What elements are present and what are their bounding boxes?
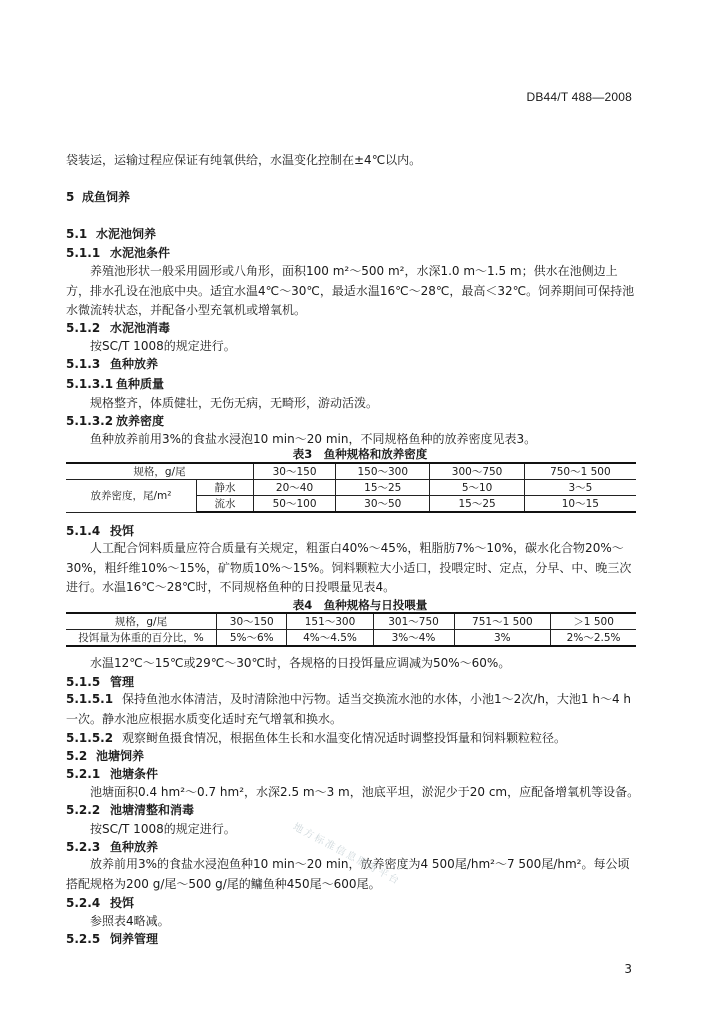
section-title: 鱼种放养: [110, 840, 159, 854]
section-title: 池塘清整和消毒: [110, 803, 195, 817]
table-3-caption: 表3 鱼种规格和放养密度: [292, 447, 428, 461]
table-cell: 2%～2.5%: [551, 630, 636, 647]
table-header-cell: 30～150: [217, 613, 287, 630]
section-5-1-3-heading: [66, 356, 158, 372]
paragraph-5-2-1: 池塘面积0.4 hm²～0.7 hm²，水深2.5 m～3 m，池底平坦，淤泥少于20 cm，应配备增氧机等设备。: [90, 785, 640, 799]
section-number: 5.1.4: [66, 524, 101, 538]
section-5-1-3-1-heading: [66, 376, 164, 392]
paragraph-5-1-4: [66, 539, 636, 598]
table-4: [66, 612, 636, 647]
table-row-label: 放养密度，尾/m²: [66, 480, 197, 513]
section-5-2-3-heading: [66, 839, 158, 855]
section-title: 饲养管理: [110, 932, 159, 946]
table-header-cell: 30～150: [254, 463, 336, 480]
paragraph-5-2-4: 参照表4略减。: [90, 914, 170, 928]
table-header-cell: 750～1 500: [524, 463, 636, 480]
section-number: 5.1.3.2: [66, 414, 114, 428]
table-header-row: [66, 613, 636, 630]
table-cell: 3%: [454, 630, 551, 647]
section-number: 5.1.2: [66, 321, 101, 335]
table-header-cell: 301～750: [373, 613, 454, 630]
paragraph-5-1-3-1: 规格整齐，体质健壮，无伤无病，无畸形，游动活泼。: [90, 396, 379, 410]
table-4-caption: 表4 鱼种规格与日投喂量: [292, 598, 428, 612]
table-header-row: [66, 463, 636, 480]
section-number: 5.2.1: [66, 767, 101, 781]
table-header-cell: ＞1 500: [551, 613, 636, 630]
paragraph-5-1-2: 按SC/T 1008的规定进行。: [90, 339, 236, 353]
watermark: 地方标准信息服务平台: [290, 821, 403, 888]
paragraph-text: 人工配合饲料质量应符合质量有关规定，粗蛋白40%～45%，粗脂肪7%～10%，碳水化合物20%～30%，粗纤维10%～15%，矿物质10%～15%。饲料颗粒大小适口，投喂定时、定点，分早、中、晚三次进行。水温16℃～28℃时，不同规格鱼种的日投喂量见表4。: [66, 541, 632, 594]
continuation-text: 袋装运，运输过程应保证有纯氧供给，水温变化控制在±4℃以内。: [66, 153, 422, 167]
paragraph-5-2-2: 按SC/T 1008的规定进行。: [90, 822, 236, 836]
table-3: [66, 462, 636, 513]
section-title: 管理: [110, 675, 135, 689]
table-cell: 3%～4%: [373, 630, 454, 647]
table-header-cell: 751～1 500: [454, 613, 551, 630]
table-sub-label: 静水: [197, 480, 254, 496]
section-number: 5.1.5.2: [66, 731, 114, 745]
section-number: 5.2.3: [66, 840, 101, 854]
section-5-2-4-heading: [66, 895, 134, 911]
section-title: 鱼种质量: [116, 377, 165, 391]
page-number: 3: [624, 962, 632, 976]
section-5-1-1-heading: [66, 245, 170, 261]
table-cell: 50～100: [254, 496, 336, 513]
section-number: 5.1.1: [66, 246, 101, 260]
table-row-label: 投饵量为体重的百分比，%: [66, 630, 217, 647]
section-number: 5.2.5: [66, 932, 101, 946]
table-header-cell: 150～300: [336, 463, 430, 480]
table-header-cell: 300～750: [430, 463, 524, 480]
paragraph-text: 保持鱼池水体清洁，及时清除池中污物。适当交换流水池的水体，小池1～2次/h，大池1 h～4 h一次。静水池应根据水质变化适时充气增氧和换水。: [66, 692, 632, 726]
table-cell: 20～40: [254, 480, 336, 496]
paragraph-text: 放养前用3%的食盐水浸泡鱼种10 min～20 min，放养密度为4 500尾/hm²～7 500尾/hm²。每公顷搭配规格为200 g/尾～500 g/尾的鳙鱼种450尾～600尾。: [66, 857, 630, 891]
standard-code: DB44/T 488—2008: [526, 90, 632, 104]
paragraph-5-1-1: [66, 262, 636, 321]
section-number: 5.2: [66, 749, 88, 763]
section-number: 5.1.3.1: [66, 377, 114, 391]
section-5-2-heading: [66, 748, 144, 764]
section-5-1-2-heading: [66, 320, 170, 336]
section-number: 5.1.5: [66, 675, 101, 689]
table-header-cell: 151～300: [287, 613, 373, 630]
section-title: 池塘饲养: [96, 749, 145, 763]
table-cell: 15～25: [336, 480, 430, 496]
table-cell: 5～10: [430, 480, 524, 496]
section-title: 水泥池条件: [110, 246, 171, 260]
section-5-1-3-2-heading: [66, 413, 164, 429]
section-number: 5.1: [66, 227, 88, 241]
section-title: 水泥池饲养: [96, 227, 157, 241]
table-header-label: 规格，g/尾: [66, 463, 254, 480]
section-title: 池塘条件: [110, 767, 159, 781]
section-number: 5.1.5.1: [66, 692, 114, 706]
paragraph-text: 观察鲥鱼摄食情况，根据鱼体生长和水温变化情况适时调整投饵量和饲料颗粒粒径。: [122, 731, 567, 745]
paragraph-5-1-3-2: 鱼种放养前用3%的食盐水浸泡10 min～20 min，不同规格鱼种的放养密度见表3。: [90, 432, 537, 446]
section-title: 水泥池消毒: [110, 321, 171, 335]
section-5-2-1-heading: [66, 766, 158, 782]
table-cell: 4%～4.5%: [287, 630, 373, 647]
paragraph-5-1-5-1: [66, 690, 636, 729]
section-5-1-5-heading: [66, 674, 134, 690]
paragraph-after-table-4: 水温12℃～15℃或29℃～30℃时，各规格的日投饵量应调减为50%～60%。: [90, 656, 511, 670]
table-cell: 15～25: [430, 496, 524, 513]
section-number: 5.2.2: [66, 803, 101, 817]
section-title: 成鱼饲养: [82, 190, 131, 204]
paragraph-5-1-5-2: [66, 729, 636, 749]
section-title: 投饵: [110, 896, 135, 910]
section-5-2-2-heading: [66, 802, 194, 818]
section-title: 投饵: [110, 524, 135, 538]
table-cell: 3～5: [524, 480, 636, 496]
section-5-1-heading: [66, 226, 156, 242]
section-number: 5.1.3: [66, 357, 101, 371]
section-5-2-5-heading: [66, 931, 158, 947]
table-cell: 30～50: [336, 496, 430, 513]
section-title: 放养密度: [116, 414, 165, 428]
table-row: [66, 480, 636, 496]
section-title: 鱼种放养: [110, 357, 159, 371]
section-number: 5: [66, 190, 75, 204]
table-row: [66, 630, 636, 647]
section-5-heading: [66, 189, 130, 205]
table-cell: 10～15: [524, 496, 636, 513]
table-header-label: 规格，g/尾: [66, 613, 217, 630]
section-5-1-4-heading: [66, 523, 134, 539]
section-number: 5.2.4: [66, 896, 101, 910]
table-sub-label: 流水: [197, 496, 254, 513]
table-cell: 5%～6%: [217, 630, 287, 647]
paragraph-text: 养殖池形状一般采用圆形或八角形，面积100 m²～500 m²，水深1.0 m～1.5 m；供水在池侧边上方，排水孔设在池底中央。适宜水温4℃～30℃，最适水温16℃～28℃，最高＜32℃。饲养期间可保持池水微流转状态，并配备小型充氧机或增氧机。: [66, 264, 635, 317]
